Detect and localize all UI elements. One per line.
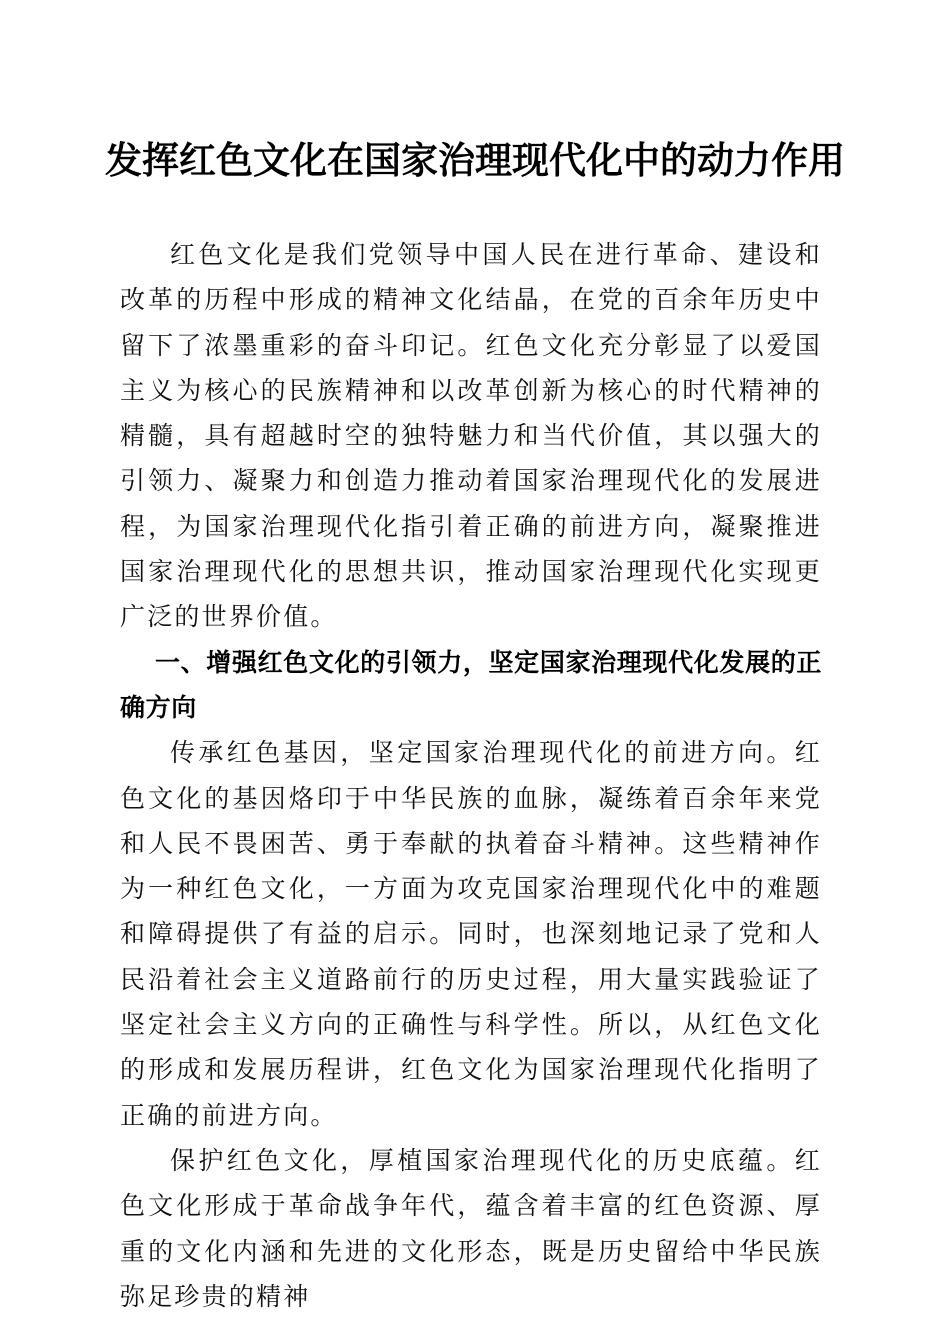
section-heading-1: 一、增强红色文化的引领力，坚定国家治理现代化发展的正确方向 bbox=[120, 647, 822, 722]
section1-paragraph-2: 保护红色文化，厚植国家治理现代化的历史底蕴。红色文化形成于革命战争年代，蕴含着丰富的红色资源、厚重的文化内涵和先进的文化形态，既是历史留给中华民族弥足珍贵的精神 bbox=[120, 1145, 822, 1311]
document-title: 发挥红色文化在国家治理现代化中的动力作用 bbox=[105, 138, 845, 182]
section1-paragraph-1: 传承红色基因，坚定国家治理现代化的前进方向。红色文化的基因烙印于中华民族的血脉，凝练着百余年来党和人民不畏困苦、勇于奉献的执着奋斗精神。这些精神作为一种红色文化，一方面为攻克国家治理现代化中的难题和障碍提供了有益的启示。同时，也深刻地记录了党和人民沿着社会主义道路前行的历史过程，用大量实践验证了坚定社会主义方向的正确性与科学性。所以，从红色文化的形成和发展历程讲，红色文化为国家治理现代化指明了正确的前进方向。 bbox=[120, 738, 822, 1130]
intro-paragraph: 红色文化是我们党领导中国人民在进行革命、建设和改革的历程中形成的精神文化结晶，在党的百余年历史中留下了浓墨重彩的奋斗印记。红色文化充分彰显了以爱国主义为核心的民族精神和以改革创新为核心的时代精神的精髓，具有超越时空的独特魅力和当代价值，其以强大的引领力、凝聚力和创造力推动着国家治理现代化的发展进程，为国家治理现代化指引着正确的前进方向，凝聚推进国家治理现代化的思想共识，推动国家治理现代化实现更广泛的世界价值。 bbox=[120, 240, 822, 632]
document-body bbox=[120, 232, 822, 1319]
